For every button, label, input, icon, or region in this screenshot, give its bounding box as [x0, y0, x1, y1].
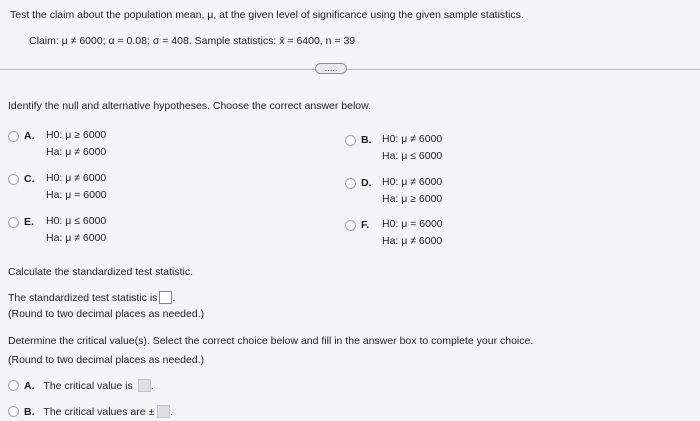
- option-a-h0: H0: μ ≥ 6000: [46, 129, 107, 141]
- option-f-letter: F.: [361, 219, 370, 231]
- hypotheses-instruction: Identify the null and alternative hypotheses. Choose the correct answer below.: [8, 100, 372, 112]
- test-statistic-note: (Round to two decimal places as needed.): [8, 308, 205, 320]
- test-statistic-input[interactable]: [159, 291, 172, 304]
- option-c-ha: Ha: μ = 6000: [46, 189, 107, 201]
- option-e-letter: E.: [24, 216, 34, 228]
- option-d-h0: H0: μ ≠ 6000: [382, 176, 443, 188]
- option-b-h0: H0: μ ≠ 6000: [382, 133, 443, 145]
- option-f-h0: H0: μ = 6000: [382, 218, 443, 230]
- test-statistic-label: The standardized test statistic is: [8, 292, 158, 304]
- critical-option-b-letter: B.: [24, 406, 35, 418]
- critical-values-input[interactable]: [157, 405, 170, 418]
- option-b-ha: Ha: μ ≤ 6000: [382, 150, 443, 162]
- radio-option-a[interactable]: [8, 131, 19, 142]
- test-statistic-instruction: Calculate the standardized test statistic.: [8, 266, 194, 278]
- option-a-ha: Ha: μ ≠ 6000: [46, 146, 107, 158]
- option-c-letter: C.: [24, 173, 35, 185]
- radio-critical-option-b[interactable]: [8, 406, 19, 417]
- radio-option-d[interactable]: [345, 178, 356, 189]
- option-f-ha: Ha: μ ≠ 6000: [382, 235, 443, 247]
- option-e-ha: Ha: μ ≠ 6000: [46, 232, 107, 244]
- radio-option-e[interactable]: [8, 217, 19, 228]
- option-c-h0: H0: μ ≠ 6000: [46, 172, 107, 184]
- radio-option-b[interactable]: [345, 135, 356, 146]
- option-d-ha: Ha: μ ≥ 6000: [382, 193, 443, 205]
- critical-value-note: (Round to two decimal places as needed.): [8, 354, 205, 366]
- option-d-letter: D.: [361, 177, 372, 189]
- critical-option-a-letter: A.: [24, 380, 35, 392]
- radio-critical-option-a[interactable]: [8, 380, 19, 391]
- option-e-h0: H0: μ ≤ 6000: [46, 215, 107, 227]
- expand-more-button[interactable]: .....: [315, 63, 347, 74]
- option-a-letter: A.: [24, 130, 35, 142]
- claim-line: Claim: μ ≠ 6000; α = 0.08; σ = 408. Sample statistics: x̄ = 6400, n = 39: [29, 35, 356, 47]
- radio-option-c[interactable]: [8, 174, 19, 185]
- critical-value-instruction: Determine the critical value(s). Select the correct choice below and fill in the answer box to complete your choice.: [8, 335, 534, 347]
- question-prompt: Test the claim about the population mean, μ, at the given level of significance using the given sample statistics.: [10, 9, 524, 21]
- critical-option-a-text: The critical value is: [43, 380, 133, 392]
- critical-option-a-row: A. The critical value is .: [24, 380, 154, 392]
- option-b-letter: B.: [361, 134, 372, 146]
- divider: [0, 69, 700, 70]
- critical-option-b-text: The critical values are ±: [43, 406, 155, 418]
- critical-option-b-row: B. The critical values are ± .: [24, 406, 174, 418]
- test-statistic-row: The standardized test statistic is .: [8, 292, 176, 304]
- critical-value-input[interactable]: [138, 379, 151, 392]
- radio-option-f[interactable]: [345, 220, 356, 231]
